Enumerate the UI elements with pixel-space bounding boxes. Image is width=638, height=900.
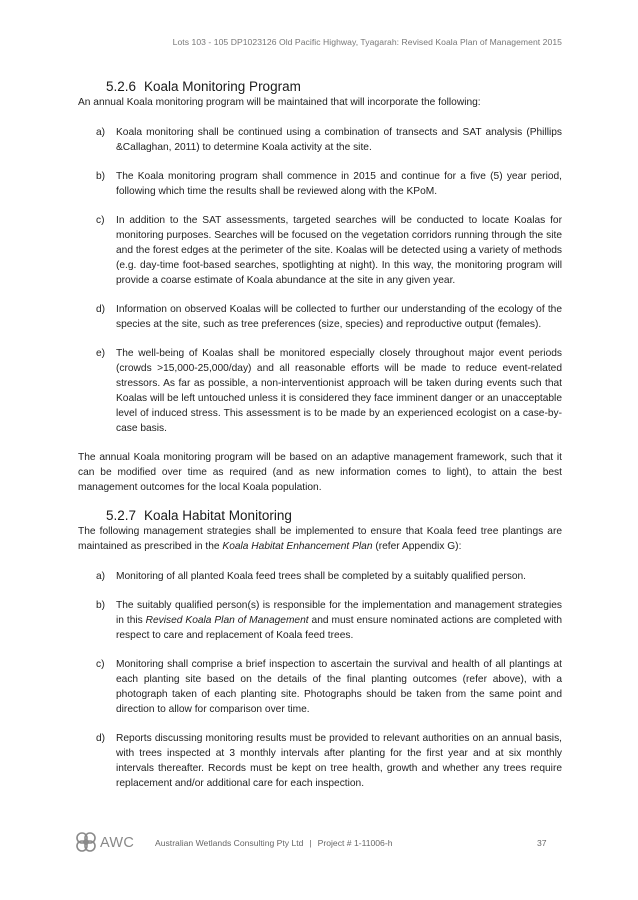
list-marker: b)	[96, 171, 106, 182]
footer-info	[155, 838, 392, 848]
awc-logo-icon	[74, 830, 98, 854]
list-item	[78, 346, 562, 436]
company-name: Australian Wetlands Consulting Pty Ltd	[155, 838, 304, 848]
list-marker: d)	[96, 733, 106, 744]
section-heading-monitoring-program	[78, 78, 562, 95]
list-item-text: Monitoring shall comprise a brief inspection to ascertain the survival and health of all plantings at each planting site based on the details of the final planting outcomes (refer above), with a photograph taken of each planting site. Photographs should be taken from the same point and direction to allow for comparison over time.	[116, 659, 562, 715]
list-marker: a)	[96, 571, 106, 582]
section-number: 5.2.6	[106, 79, 137, 94]
page-content	[78, 78, 562, 791]
list-item	[78, 213, 562, 288]
list-marker: a)	[96, 127, 106, 138]
section-number: 5.2.7	[106, 508, 137, 523]
list-item-text-end: and must ensure nominated actions are completed with respect to care and replacement of Koala feed trees.	[116, 615, 562, 641]
list-item	[78, 569, 562, 584]
list-item-text: The suitably qualified person(s) is responsible for the implementation and management strategies in this	[116, 600, 562, 626]
list-item-text: Monitoring of all planted Koala feed trees shall be completed by a suitably qualified person.	[116, 571, 527, 582]
section-intro	[78, 524, 562, 554]
plan-reference: Revised Koala Plan of Management	[145, 615, 309, 626]
plan-reference: Koala Habitat Enhancement Plan	[222, 541, 373, 552]
habitat-monitoring-list	[78, 569, 562, 791]
intro-text-end: (refer Appendix G):	[372, 541, 462, 552]
list-item-text: Information on observed Koalas will be collected to further our understanding of the ecology of the species at the site, such as tree preferences (size, species) and reproductive output (females).	[116, 304, 562, 330]
list-marker: d)	[96, 304, 106, 315]
project-number: Project # 1-11006-h	[317, 838, 393, 848]
section-closing-paragraph: The annual Koala monitoring program will be based on an adaptive management framework, such that it can be modified over time as required (and as new information comes to light), to attain the best management outcomes for the local Koala population.	[78, 452, 562, 493]
list-item-text: Reports discussing monitoring results must be provided to relevant authorities on an annual basis, with trees inspected at 3 monthly intervals after planting for the first year and at six monthly intervals thereafter. Records must be kept on tree health, growth and whether any trees require replacement and/or additional care for each inspection.	[116, 733, 562, 789]
section-heading-habitat-monitoring	[78, 507, 562, 524]
list-item	[78, 302, 562, 332]
logo-text: AWC	[100, 835, 135, 851]
list-item	[78, 125, 562, 155]
running-header: Lots 103 - 105 DP1023126 Old Pacific Highway, Tyagarah: Revised Koala Plan of Management 2015	[172, 37, 562, 47]
page-footer	[0, 822, 638, 866]
section-title: Koala Habitat Monitoring	[144, 508, 292, 523]
monitoring-program-list	[78, 125, 562, 436]
list-item-text: Koala monitoring shall be continued using a combination of transects and SAT analysis (Phillips &Callaghan, 2011) to determine Koala activity at the site.	[116, 127, 562, 153]
list-item-text: In addition to the SAT assessments, targeted searches will be conducted to locate Koalas for monitoring purposes. Searches will be focused on the vegetation corridors running through the site and the forest edges at the perimeter of the site. Koalas will be detected using a variety of methods (e.g. day-time foot-based searches, spotlighting at night). In this way, the monitoring program will provide a coarse estimate of Koala abundance at the site in any given year.	[116, 215, 562, 286]
list-item-text: The well-being of Koalas shall be monitored especially closely throughout major event periods (crowds >15,000-25,000/day) and all reasonable efforts will be made to reduce event-related stressors. As far as possible, a non-interventionist approach will be taken during events such that Koalas will be left untouched unless it is considered they face imminent danger or an unacceptable level of induced stress. This assessment is to be made by an experienced ecologist on a case-by-case basis.	[116, 348, 562, 434]
section-intro: An annual Koala monitoring program will be maintained that will incorporate the following:	[78, 97, 481, 108]
company-logo	[74, 830, 134, 856]
list-item	[78, 598, 562, 643]
list-marker: c)	[96, 215, 105, 226]
list-marker: c)	[96, 659, 105, 670]
list-item-text: The Koala monitoring program shall commence in 2015 and continue for a five (5) year period, following which time the results shall be reviewed along with the KPoM.	[116, 171, 562, 197]
list-item	[78, 731, 562, 791]
list-marker: b)	[96, 600, 106, 611]
section-title: Koala Monitoring Program	[144, 79, 301, 94]
list-marker: e)	[96, 348, 106, 359]
list-item	[78, 169, 562, 199]
list-item	[78, 657, 562, 717]
intro-text: The following management strategies shall be implemented to ensure that Koala feed tree plantings are maintained as prescribed in the	[78, 526, 562, 552]
footer-separator: |	[309, 838, 312, 848]
page-number: 37	[537, 838, 547, 848]
